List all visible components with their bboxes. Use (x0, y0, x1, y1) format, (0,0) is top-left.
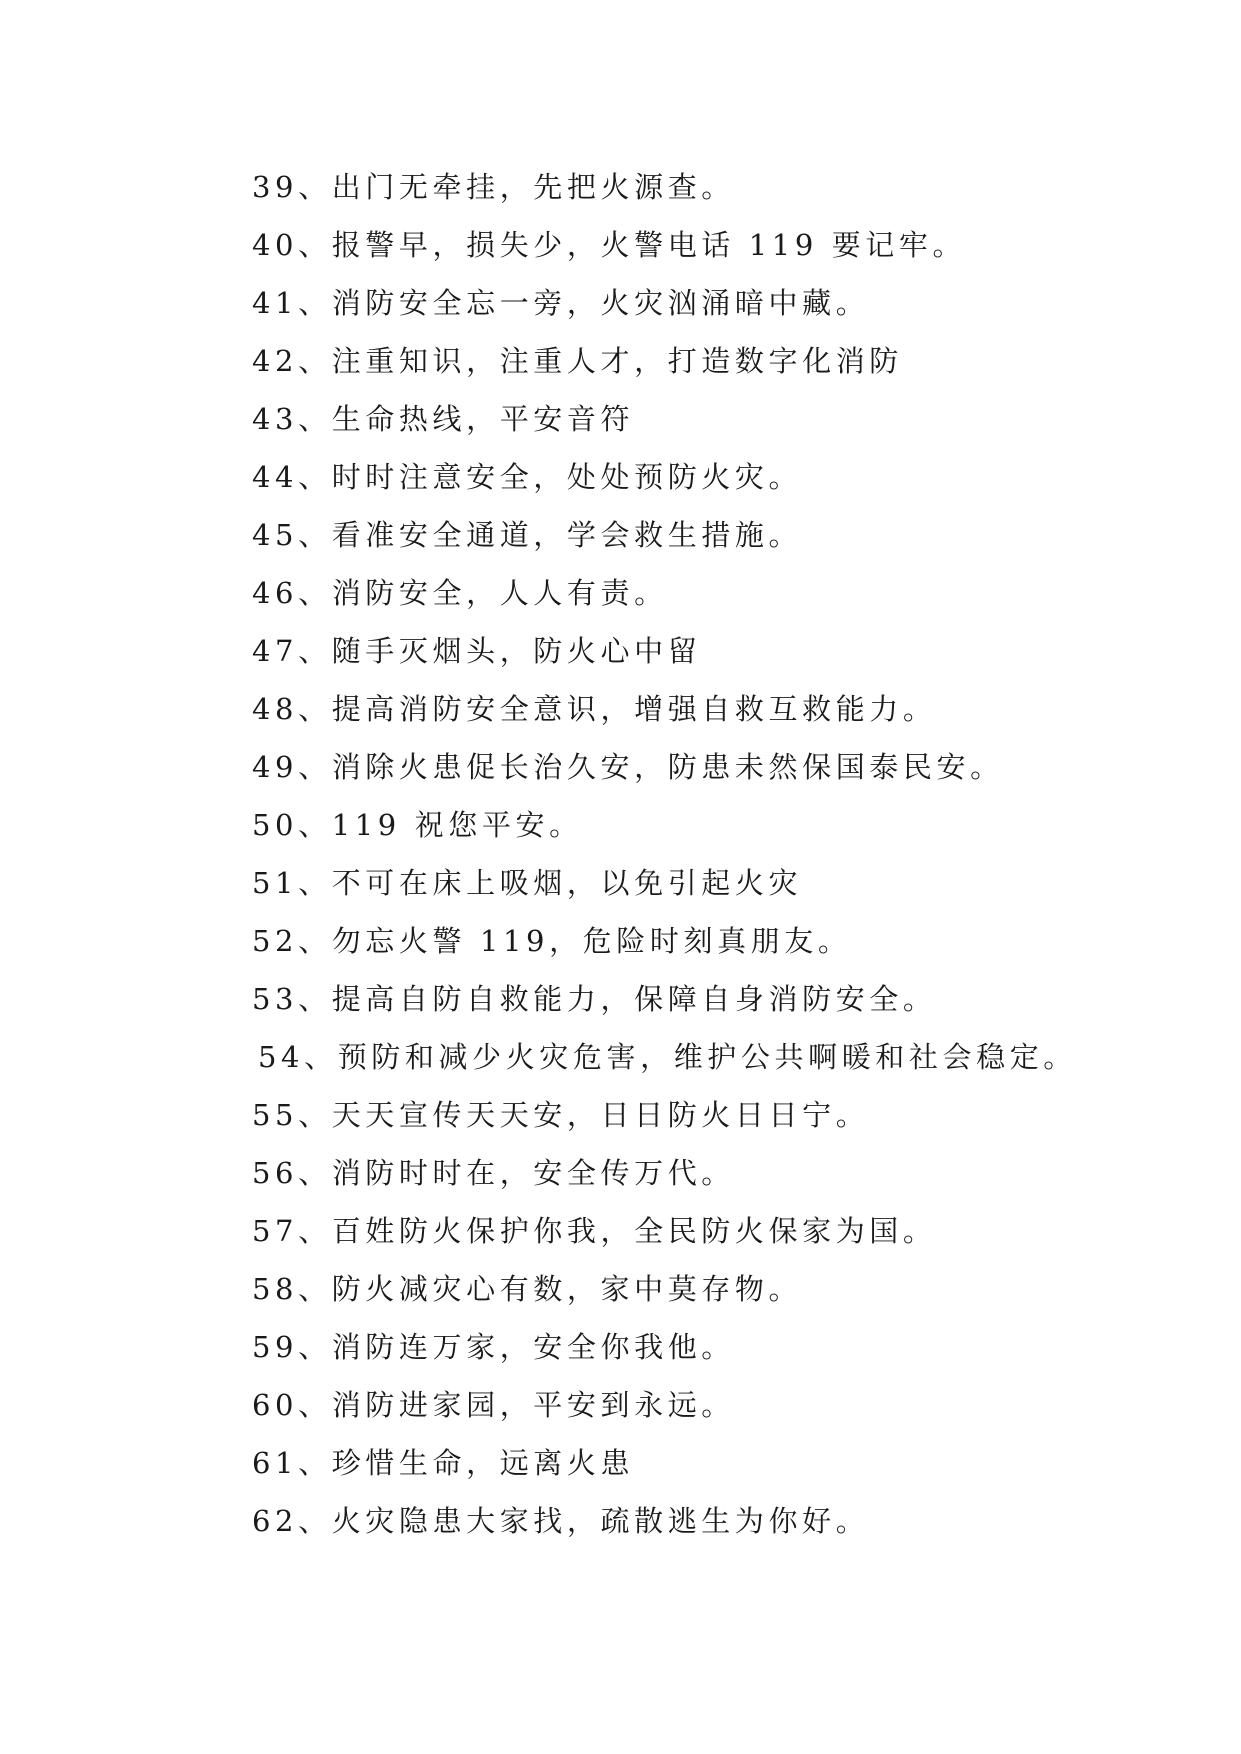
slogan-item: 58、防火减灾心有数，家中莫存物。 (252, 1272, 803, 1306)
slogan-item: 60、消防进家园，平安到永远。 (252, 1388, 735, 1422)
slogan-item: 59、消防连万家，安全你我他。 (252, 1330, 735, 1364)
slogan-item: 61、珍惜生命，远离火患 (252, 1446, 635, 1480)
slogan-item: 42、注重知识，注重人才，打造数字化消防 (252, 344, 903, 378)
slogan-item: 55、天天宣传天天安，日日防火日日宁。 (252, 1098, 870, 1132)
slogan-item: 56、消防时时在，安全传万代。 (252, 1156, 735, 1190)
slogan-list (252, 158, 1212, 1550)
slogan-item: 41、消防安全忘一旁，火灾汹涌暗中藏。 (252, 286, 870, 320)
slogan-item: 40、报警早，损失少，火警电话 119 要记牢。 (252, 228, 967, 262)
slogan-item: 44、时时注意安全，处处预防火灾。 (252, 460, 803, 494)
slogan-item: 39、出门无牵挂，先把火源查。 (252, 170, 735, 204)
slogan-item: 54、预防和减少火灾危害，维护公共啊暖和社会稳定。 (258, 1040, 1077, 1074)
slogan-item: 47、随手灭烟头，防火心中留 (252, 634, 702, 668)
slogan-item: 62、火灾隐患大家找，疏散逃生为你好。 (252, 1504, 870, 1538)
slogan-item: 48、提高消防安全意识，增强自救互救能力。 (252, 692, 937, 726)
slogan-item: 46、消防安全，人人有责。 (252, 576, 668, 610)
slogan-item: 57、百姓防火保护你我，全民防火保家为国。 (252, 1214, 937, 1248)
slogan-item: 52、勿忘火警 119，危险时刻真朋友。 (252, 924, 852, 958)
slogan-item: 53、提高自防自救能力，保障自身消防安全。 (252, 982, 937, 1016)
slogan-item: 50、119 祝您平安。 (252, 808, 583, 842)
slogan-item: 51、不可在床上吸烟，以免引起火灾 (252, 866, 803, 900)
slogan-item: 43、生命热线，平安音符 (252, 402, 635, 436)
slogan-item: 45、看准安全通道，学会救生措施。 (252, 518, 803, 552)
slogan-item: 49、消除火患促长治久安，防患未然保国泰民安。 (252, 750, 1004, 784)
